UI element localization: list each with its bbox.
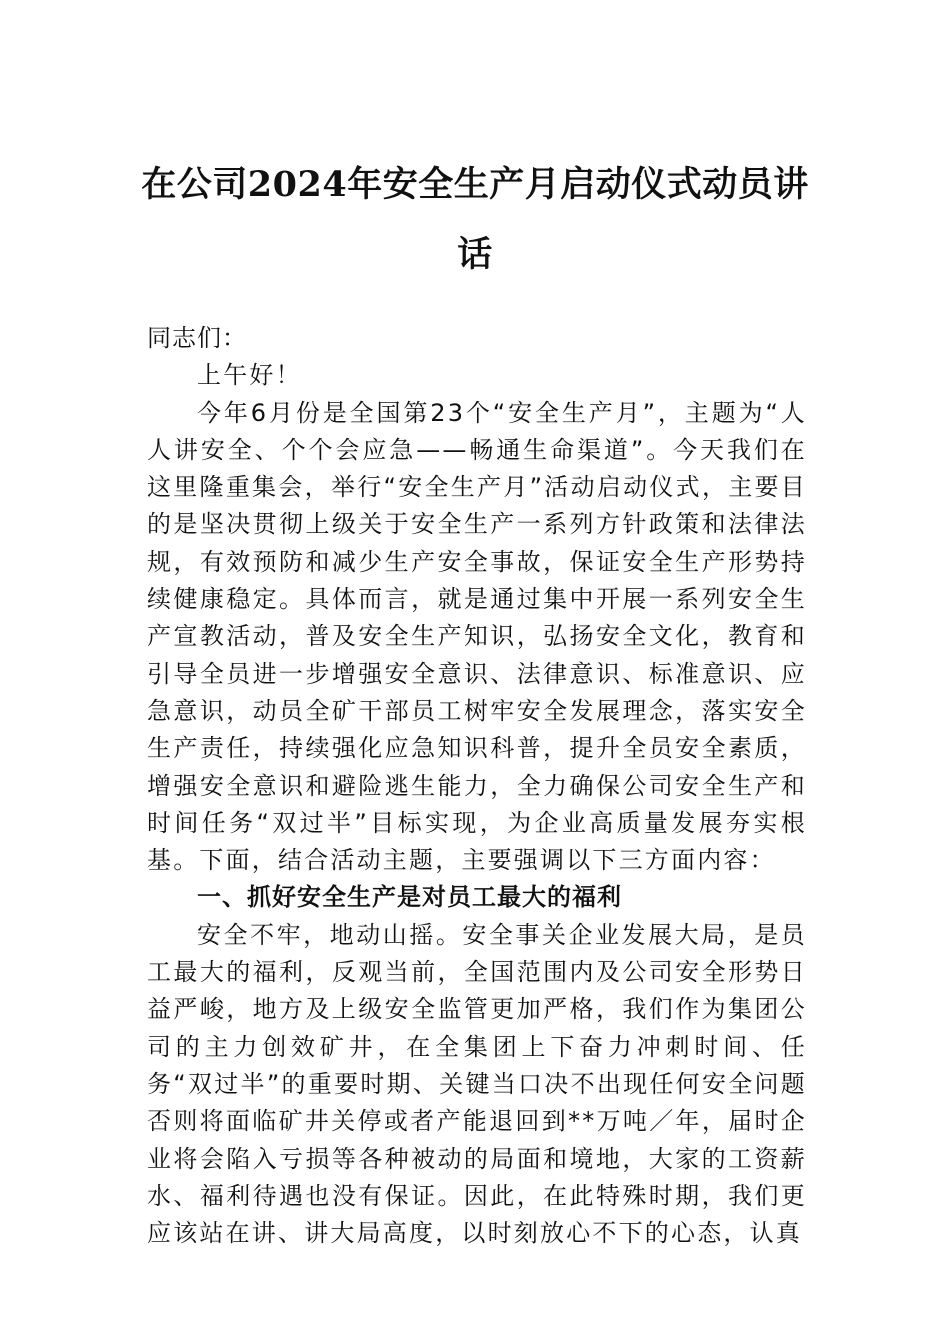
section-paragraph: 安全不牢，地动山摇。安全事关企业发展大局，是员工最大的福利，反观当前，全国范围内及公司安全形势日益严峻，地方及上级安全监管更加严格，我们作为集团公司的主力创效矿井，在全集团上下奋力冲刺时间、任务“双过半”的重要时期、关键当口决不出现任何安全问题否则将面临矿井关停或者产能退回到**万吨／年，届时企业将会陷入亏损等各种被动的局面和境地，大家的工资薪水、福利待遇也没有保证。因此，在此特殊时期，我们更应该站在讲、讲大局高度，以时刻放心不下的心态，认真 bbox=[147, 920, 807, 1248]
document-title: 在公司2024年安全生产月启动仪式动员讲话 bbox=[141, 164, 809, 275]
document-body bbox=[147, 320, 807, 1252]
greeting: 上午好！ bbox=[197, 361, 302, 390]
intro-paragraph: 今年6月份是全国第23个“安全生产月”，主题为“人人讲安全、个个会应急——畅通生命渠道”。今天我们在这里隆重集会，举行“安全生产月”活动启动仪式，主要目的是坚决贯彻上级关于安全生产一系列方针政策和法律法规，有效预防和减少生产安全事故，保证安全生产形势持续健康稳定。具体而言，就是通过集中开展一系列安全生产宣教活动，普及安全生产知识，弘扬安全文化，教育和引导全员进一步增强安全意识、法律意识、标准意识、应急意识，动员全矿干部员工树牢安全发展理念，落实安全生产责任，持续强化应急知识科普，提升全员安全素质，增强安全意识和避险逃生能力，全力确保公司安全生产和时间任务“双过半”目标实现，为企业高质量发展夯实根基。下面，结合活动主题，主要强调以下三方面内容： bbox=[147, 398, 807, 875]
section-heading: 一、抓好安全生产是对员工最大的福利 bbox=[197, 883, 622, 912]
salutation: 同志们： bbox=[147, 324, 247, 352]
